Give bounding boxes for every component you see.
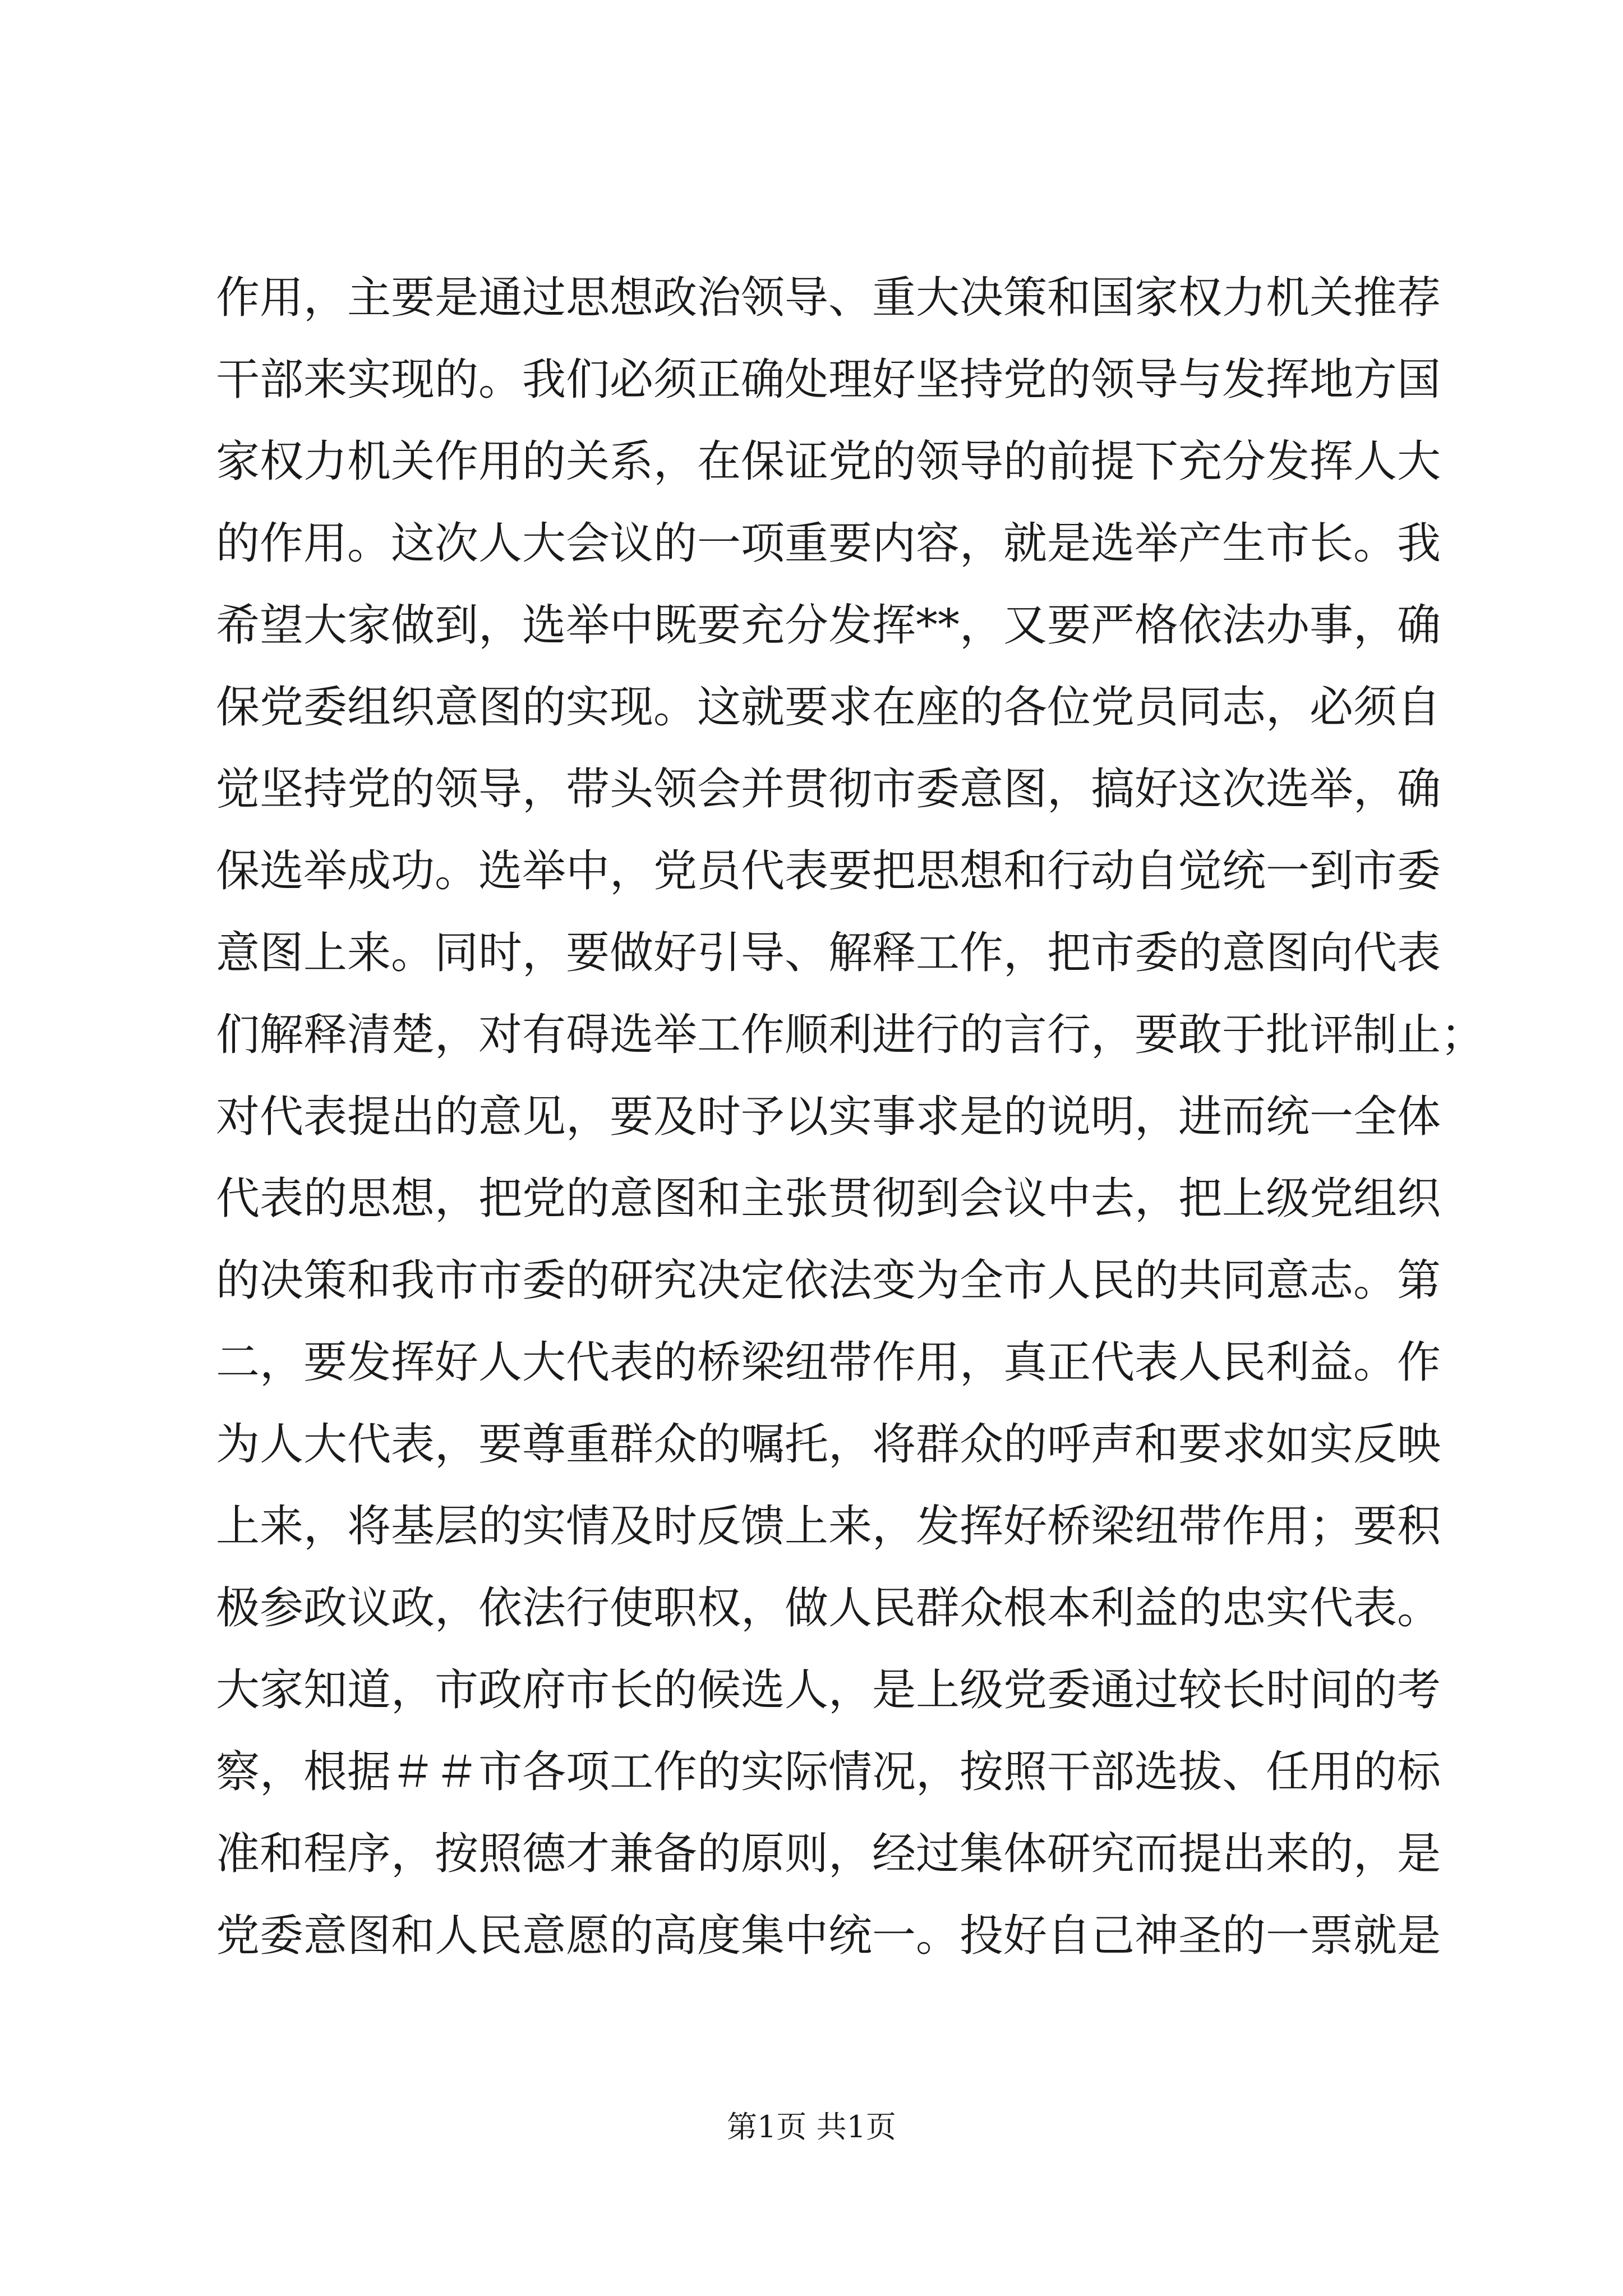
text-line: 上来，将基层的实情及时反馈上来，发挥好桥梁纽带作用；要积 [216, 1501, 1441, 1552]
page-number-label: 第1页 共1页 [727, 2109, 896, 2145]
text-line: 作用，主要是通过思想政治领导、重大决策和国家权力机关推荐 [216, 273, 1441, 323]
text-line: 干部来实现的。我们必须正确处理好坚持党的领导与发挥地方国 [216, 355, 1441, 405]
text-line: 对代表提出的意见，要及时予以实事求是的说明，进而统一全体 [216, 1092, 1441, 1142]
text-line: 觉坚持党的领导，带头领会并贯彻市委意图，搞好这次选举，确 [216, 764, 1441, 815]
text-line: 极参政议政，依法行使职权，做人民群众根本利益的忠实代表。 [216, 1583, 1441, 1634]
text-line: 保选举成功。选举中，党员代表要把思想和行动自觉统一到市委 [216, 846, 1441, 896]
text-line: 大家知道，市政府市长的候选人，是上级党委通过较长时间的考 [216, 1665, 1441, 1715]
text-line: 党委意图和人民意愿的高度集中统一。投好自己神圣的一票就是 [216, 1911, 1441, 1961]
body-text [216, 257, 1485, 1977]
text-line: 家权力机关作用的关系，在保证党的领导的前提下充分发挥人大 [216, 436, 1441, 487]
text-line: 代表的思想，把党的意图和主张贯彻到会议中去，把上级党组织 [216, 1174, 1441, 1224]
page-footer [0, 2105, 1623, 2150]
text-line: 希望大家做到，选举中既要充分发挥**，又要严格依法办事，确 [216, 600, 1441, 651]
text-line: 为人大代表，要尊重群众的嘱托，将群众的呼声和要求如实反映 [216, 1419, 1441, 1470]
text-line: 察，根据＃＃市各项工作的实际情况，按照干部选拔、任用的标 [216, 1747, 1441, 1797]
text-line: 的决策和我市市委的研究决定依法变为全市人民的共同意志。第 [216, 1255, 1441, 1306]
text-line: 二，要发挥好人大代表的桥梁纽带作用，真正代表人民利益。作 [216, 1337, 1441, 1388]
text-line: 保党委组织意图的实现。这就要求在座的各位党员同志，必须自 [216, 682, 1441, 733]
text-line: 意图上来。同时，要做好引导、解释工作，把市委的意图向代表 [216, 928, 1441, 978]
text-line: 准和程序，按照德才兼备的原则，经过集体研究而提出来的，是 [216, 1829, 1441, 1879]
text-line: 的作用。这次人大会议的一项重要内容，就是选举产生市长。我 [216, 518, 1441, 569]
text-line: 们解释清楚，对有碍选举工作顺利进行的言行，要敢于批评制止； [216, 1010, 1485, 1060]
